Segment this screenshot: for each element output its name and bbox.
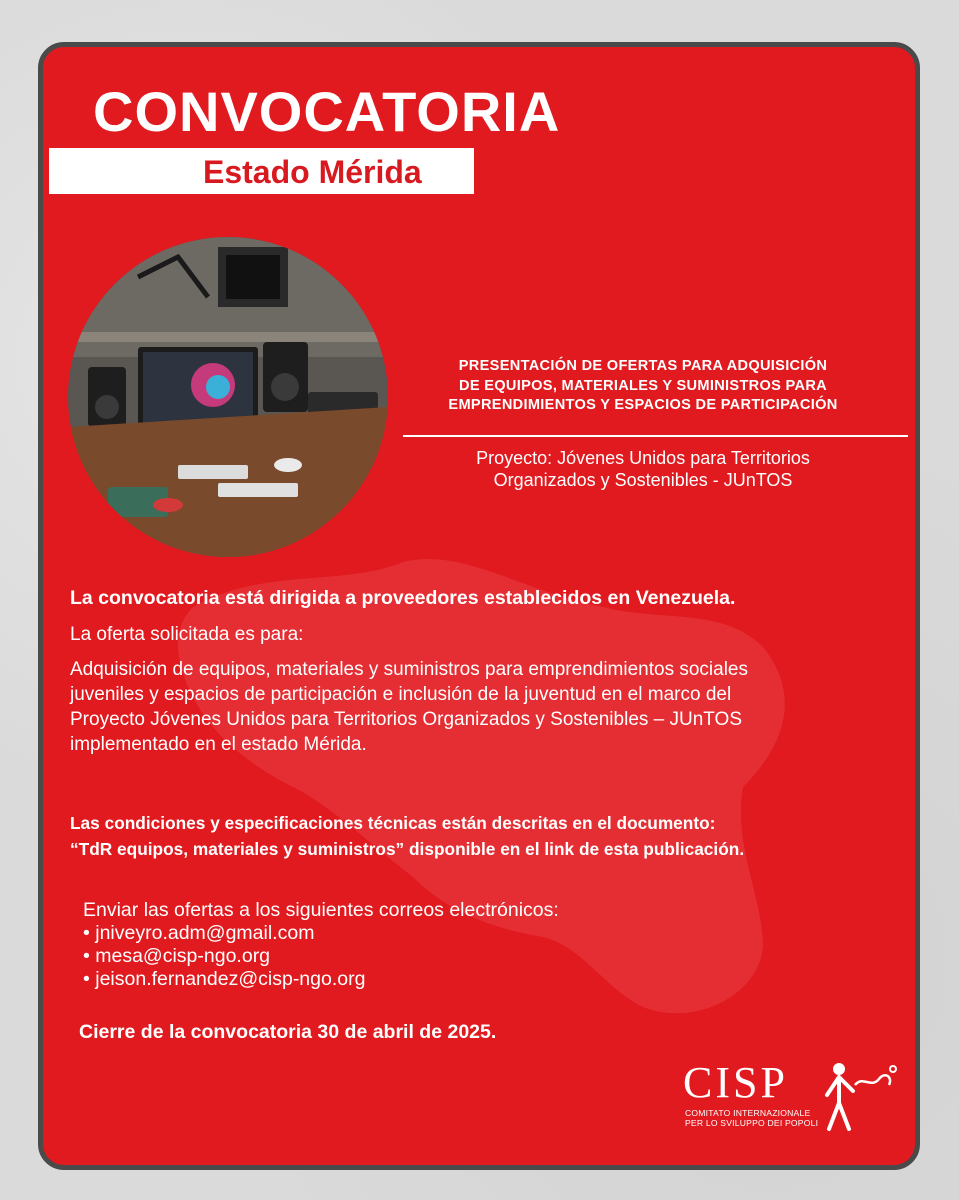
logo-tagline bbox=[685, 1108, 818, 1128]
subtitle: Estado Mérida bbox=[203, 154, 422, 190]
cisp-logo bbox=[683, 1055, 913, 1135]
logo-tagline-line: COMITATO INTERNAZIONALE bbox=[685, 1108, 811, 1118]
offer-intro: La oferta solicitada es para: bbox=[70, 624, 304, 645]
conditions-line: Las condiciones y especificaciones técnicas están descritas en el documento: bbox=[70, 813, 716, 833]
divider bbox=[403, 435, 908, 437]
heading-line: EMPRENDIMIENTOS Y ESPACIOS DE PARTICIPACIÓN bbox=[448, 397, 838, 413]
email-list bbox=[83, 899, 559, 991]
offer-line: Proyecto Jóvenes Unidos para Territorios Organizados y Sostenibles – JUnTOS bbox=[70, 709, 743, 730]
offer-line: Adquisición de equipos, materiales y suministros para emprendimientos sociales bbox=[70, 659, 748, 680]
page-title: CONVOCATORIA bbox=[93, 80, 561, 143]
heading-line: PRESENTACIÓN DE OFERTAS PARA ADQUISICIÓN bbox=[458, 358, 828, 374]
studio-desk-photo bbox=[68, 237, 388, 557]
offer-line: implementado en el estado Mérida. bbox=[70, 734, 367, 755]
offer-heading bbox=[408, 357, 878, 416]
conditions-line: “TdR equipos, materiales y suministros” disponible en el link de esta publicación. bbox=[70, 839, 745, 859]
poster-card bbox=[38, 42, 920, 1170]
email-item[interactable]: • jniveyro.adm@gmail.com bbox=[83, 922, 315, 944]
conditions-note bbox=[70, 810, 910, 862]
subtitle-band bbox=[49, 148, 474, 194]
offer-description bbox=[70, 657, 900, 757]
project-name bbox=[408, 447, 878, 491]
logo-figure-icon bbox=[819, 1055, 899, 1135]
offer-line: juveniles y espacios de participación e inclusión de la juventud en el marco del bbox=[70, 684, 732, 705]
target-statement: La convocatoria está dirigida a proveedores establecidos en Venezuela. bbox=[70, 587, 736, 609]
closing-date: Cierre de la convocatoria 30 de abril de 2025. bbox=[79, 1021, 497, 1043]
photo-illustration bbox=[68, 237, 388, 557]
email-item[interactable]: • jeison.fernandez@cisp-ngo.org bbox=[83, 968, 366, 990]
project-line: Organizados y Sostenibles - JUnTOS bbox=[493, 470, 793, 490]
logo-tagline-line: PER LO SVILUPPO DEI POPOLI bbox=[685, 1118, 819, 1128]
email-item[interactable]: • mesa@cisp-ngo.org bbox=[83, 945, 271, 967]
heading-line: DE EQUIPOS, MATERIALES Y SUMINISTROS PARA bbox=[459, 377, 827, 394]
emails-intro: Enviar las ofertas a los siguientes correos electrónicos: bbox=[83, 899, 559, 921]
logo-wordmark: CISP bbox=[683, 1058, 788, 1107]
project-line: Proyecto: Jóvenes Unidos para Territorios bbox=[476, 448, 810, 468]
